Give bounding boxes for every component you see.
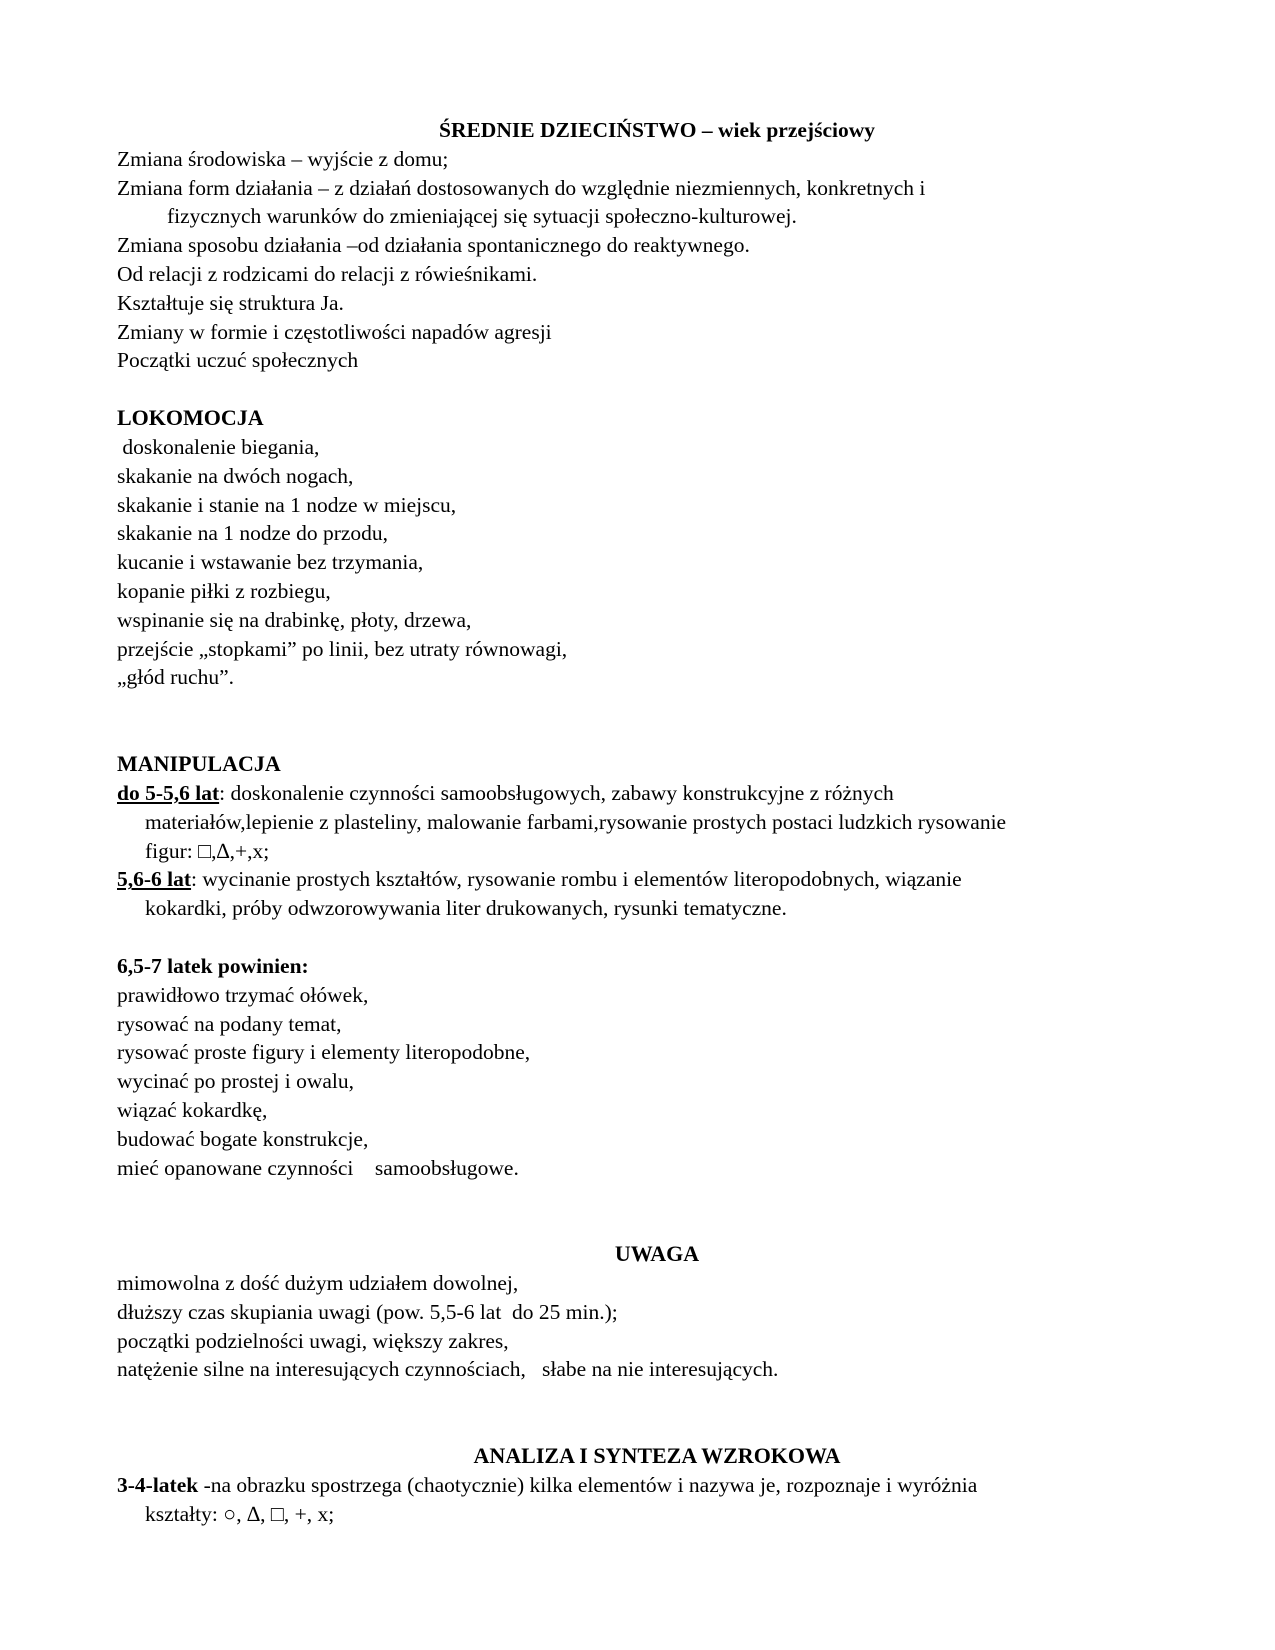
- paragraph-line: figur: □,∆,+,x;: [145, 838, 270, 863]
- list-item: kopanie piłki z rozbiegu,: [117, 578, 331, 603]
- paragraph-line: [117, 865, 1167, 894]
- intro-line: Kształtuje się struktura Ja.: [117, 290, 344, 315]
- title-sub: wiek przejściowy: [717, 118, 875, 142]
- paragraph-line: [117, 779, 1167, 808]
- spacer: [117, 923, 1167, 952]
- page-title: [117, 116, 1167, 145]
- age-label: do 5-5,6 lat: [117, 780, 220, 805]
- intro-line: Początki uczuć społecznych: [117, 348, 359, 373]
- spacer: [117, 375, 1167, 404]
- intro-line: Zmiana form działania – z działań dostosowanych do względnie niezmiennych, konkretnych i: [117, 175, 926, 200]
- paragraph-text: : wycinanie prostych kształtów, rysowanie rombu i elementów literopodobnych, wiązanie: [191, 867, 962, 892]
- title-main: ŚREDNIE DZIECIŃSTWO –: [438, 118, 718, 142]
- age-label: 3-4-latek: [117, 1473, 199, 1498]
- document-content: [117, 116, 1167, 1529]
- list-item: prawidłowo trzymać ołówek,: [117, 982, 369, 1007]
- paragraph-line: [117, 1471, 1167, 1500]
- list-item: mieć opanowane czynności samoobsługowe.: [117, 1155, 519, 1180]
- list-item: wspinanie się na drabinkę, płoty, drzewa,: [117, 607, 472, 632]
- paragraph-text: : doskonalenie czynności samoobsługowych, zabawy konstrukcyjne z różnych: [219, 780, 894, 805]
- list-item: początki podzielności uwagi, większy zakres,: [117, 1328, 509, 1353]
- list-item: skakanie na dwóch nogach,: [117, 463, 354, 488]
- intro-line: Zmiany w formie i częstotliwości napadów agresji: [117, 319, 552, 344]
- spacer: [117, 1384, 1167, 1442]
- section-heading-uwaga: UWAGA: [614, 1241, 700, 1267]
- list-item: rysować proste figury i elementy literopodobne,: [117, 1040, 531, 1065]
- list-item: „głód ruchu”.: [117, 665, 235, 690]
- list-item: doskonalenie biegania,: [117, 434, 320, 459]
- paragraph-line: materiałów,lepienie z plasteliny, malowanie farbami,rysowanie prostych postaci ludzkich rysowanie: [145, 809, 1007, 834]
- age-label: 5,6-6 lat: [117, 867, 192, 892]
- list-item: kucanie i wstawanie bez trzymania,: [117, 550, 424, 575]
- list-item: wycinać po prostej i owalu,: [117, 1069, 355, 1094]
- intro-line: fizycznych warunków do zmieniającej się sytuacji społeczno-kulturowej.: [167, 204, 797, 229]
- paragraph-line: kokardki, próby odwzorowywania liter drukowanych, rysunki tematyczne.: [145, 896, 787, 921]
- intro-line: Zmiana środowiska – wyjście z domu;: [117, 146, 449, 171]
- section-heading-analiza: ANALIZA I SYNTEZA WZROKOWA: [473, 1443, 841, 1469]
- intro-line: Od relacji z rodzicami do relacji z rówieśnikami.: [117, 261, 538, 286]
- list-item: rysować na podany temat,: [117, 1011, 342, 1036]
- list-item: skakanie na 1 nodze do przodu,: [117, 521, 389, 546]
- intro-line: Zmiana sposobu działania –od działania spontanicznego do reaktywnego.: [117, 233, 750, 258]
- list-item: przejście „stopkami” po linii, bez utraty równowagi,: [117, 636, 568, 661]
- paragraph-line: kształty: ○, ∆, □, +, x;: [145, 1501, 335, 1526]
- list-item: wiązać kokardkę,: [117, 1097, 268, 1122]
- list-item: budować bogate konstrukcje,: [117, 1126, 369, 1151]
- spacer: [117, 692, 1167, 750]
- spacer: [117, 1182, 1167, 1240]
- list-item: dłuższy czas skupiania uwagi (pow. 5,5-6 lat do 25 min.);: [117, 1299, 618, 1324]
- list-item: mimowolna z dość dużym udziałem dowolnej,: [117, 1271, 519, 1296]
- section-heading-manipulacja: MANIPULACJA: [117, 751, 281, 777]
- list-item: skakanie i stanie na 1 nodze w miejscu,: [117, 492, 457, 517]
- paragraph-text: -na obrazku spostrzega (chaotycznie) kilka elementów i nazywa je, rozpoznaje i wyróżnia: [198, 1473, 978, 1498]
- section-heading-lokomocja: LOKOMOCJA: [117, 405, 264, 431]
- list-item: natężenie silne na interesujących czynnościach, słabe na nie interesujących.: [117, 1357, 779, 1382]
- section-heading-latek: 6,5-7 latek powinien:: [117, 953, 309, 978]
